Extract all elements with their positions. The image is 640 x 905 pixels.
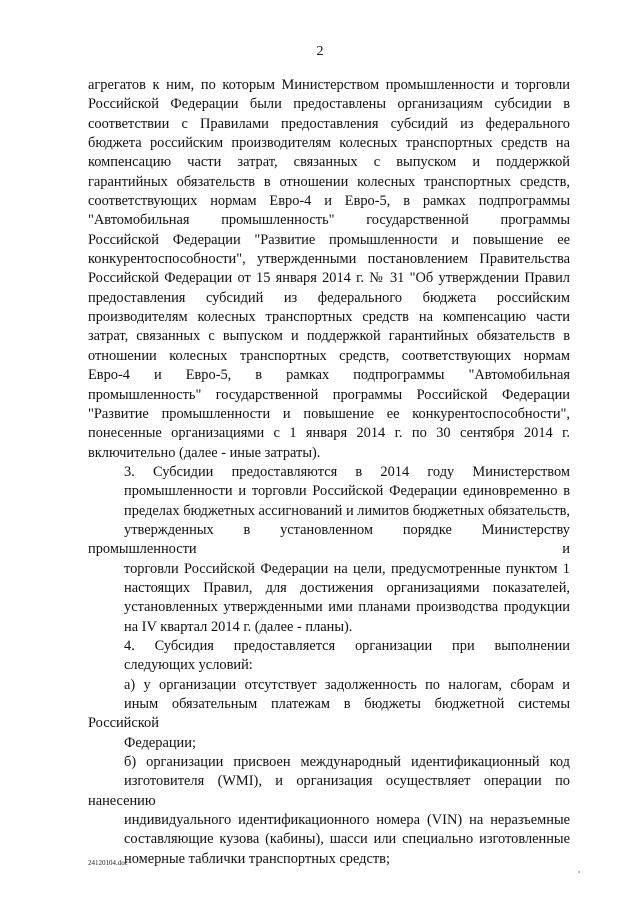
text-line: агрегатов к ним, по которым Министерством промышленности и торговли <box>88 77 570 93</box>
text-line: отношении колесных транспортных средств, соответствующих нормам <box>88 347 570 364</box>
text-line: изготовителя (WMI), и организация осуществляет операции по нанесению <box>88 773 570 809</box>
text-line: иным обязательным платежам в бюджеты бюджетной системы Российской <box>88 696 570 732</box>
text-line: следующих условий: <box>124 657 253 674</box>
text-line: 3. Субсидии предоставляются в 2014 году Министерством <box>124 463 570 480</box>
text-line: соответствующих нормам Евро-4 и Евро-5, в рамках подпрограммы <box>88 193 570 210</box>
text-line: Российской Федерации были предоставлены организациям субсидии в <box>88 96 570 113</box>
text-line: затрат, связанных с выпуском и поддержкой гарантийных обязательств в <box>88 328 570 345</box>
text-line: промышленность" государственной программы Российской Федерации <box>88 386 570 403</box>
document-body <box>88 76 570 869</box>
text-line: индивидуального идентификационного номера (VIN) на неразъемные <box>124 812 570 829</box>
text-line: соответствии с Правилами предоставления субсидий из федерального <box>88 115 570 132</box>
text-line: Федерации; <box>124 734 196 751</box>
text-line: бюджета российским производителям колесных транспортных средств на <box>88 135 570 152</box>
text-line: утвержденных в установленном порядке Министерству промышленности и <box>88 521 570 558</box>
text-line: установленных утвержденными ими планами производства продукции <box>124 599 570 616</box>
footer-file-code: 24120104.doc <box>88 859 128 867</box>
text-line: на IV квартал 2014 г. (далее - планы). <box>124 618 353 635</box>
text-line: предоставления субсидий из федерального бюджета российским <box>88 289 570 306</box>
text-line: номерные таблички транспортных средств; <box>124 850 390 867</box>
text-line: Российской Федерации от 15 января 2014 г. № 31 "Об утверждении Правил <box>88 270 570 287</box>
text-line: Евро-4 и Евро-5, в рамках подпрограммы "Автомобильная <box>88 367 570 384</box>
text-line: гарантийных обязательств в отношении колесных транспортных средств, <box>88 173 570 190</box>
paragraph <box>88 76 570 463</box>
text-line: производителям колесных транспортных средств на компенсацию части <box>88 309 570 326</box>
text-line: пределах бюджетных ассигнований и лимитов бюджетных обязательств, <box>124 502 570 519</box>
paragraph <box>88 463 570 637</box>
text-line: включительно (далее - иные затраты). <box>88 444 321 461</box>
text-line: б) организации присвоен международный идентификационный код <box>124 754 570 771</box>
text-line: "Развитие промышленности и повышение ее конкурентоспособности", <box>88 405 570 422</box>
text-line: конкурентоспособности", утвержденными постановлением Правительства <box>88 251 570 268</box>
text-line: компенсацию части затрат, связанных с выпуском и поддержкой <box>88 154 570 171</box>
scan-artifact-dot <box>578 871 580 873</box>
text-line: составляющие кузова (кабины), шасси или специально изготовленные <box>124 831 570 848</box>
text-line: настоящих Правил, для достижения организациями показателей, <box>124 579 570 596</box>
text-line: а) у организации отсутствует задолженность по налогам, сборам и <box>124 676 570 693</box>
text-line: понесенные организациями с 1 января 2014 г. по 30 сентября 2014 г. <box>88 425 570 442</box>
text-line: торговли Российской Федерации на цели, предусмотренные пунктом 1 <box>124 560 570 577</box>
text-line: промышленности и торговли Российской Федерации единовременно в <box>124 483 570 500</box>
text-line: Российской Федерации "Развитие промышленности и повышение ее <box>88 231 570 248</box>
text-line: "Автомобильная промышленность" государственной программы <box>88 212 570 229</box>
page-number: 2 <box>316 44 324 59</box>
paragraph <box>88 637 570 676</box>
text-line: 4. Субсидия предоставляется организации при выполнении <box>124 637 570 654</box>
paragraph <box>88 753 570 869</box>
paragraph <box>88 676 570 753</box>
